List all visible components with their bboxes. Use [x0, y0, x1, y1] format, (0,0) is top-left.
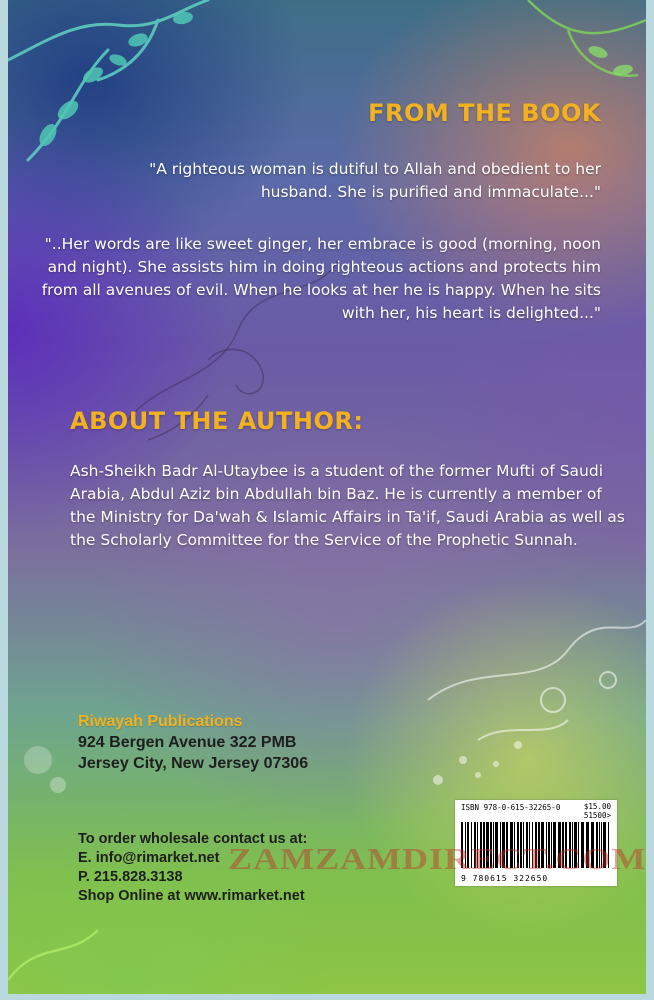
- about-the-author-heading: ABOUT THE AUTHOR:: [70, 407, 364, 435]
- isbn-label: ISBN 978-0-615-32265-0: [461, 803, 561, 812]
- order-shop-online: Shop Online at www.rimarket.net: [78, 888, 305, 904]
- from-the-book-heading: FROM THE BOOK: [368, 99, 601, 127]
- book-back-cover: [8, 0, 646, 994]
- publisher-block: [78, 711, 308, 774]
- order-email: E. info@rimarket.net: [78, 850, 220, 866]
- book-quote-1: "A righteous woman is dutiful to Allah and obedient to her husband. She is purified and immaculate...": [149, 160, 601, 201]
- top-left-vine-icon: [8, 0, 208, 160]
- bottom-left-vine-icon: [8, 930, 98, 980]
- price-code: 51500>: [583, 811, 611, 820]
- order-phone: P. 215.828.3138: [78, 869, 183, 885]
- barcode-digits: 9 780615 322650: [461, 874, 549, 883]
- watermark-text: ZAMZAMDIRECT.COM: [228, 842, 646, 876]
- book-quote-2: "..Her words are like sweet ginger, her embrace is good (morning, noon and night). She assists him in doing righteous actions and protects him from all avenues of evil. When he looks at her he is happy. When he sits with her, his heart is delighted...": [41, 235, 601, 322]
- order-heading: To order wholesale contact us at:: [78, 831, 308, 847]
- author-bio: Ash-Sheikh Badr Al-Utaybee is a student of the former Mufti of Saudi Arabia, Abdul Aziz bin Abdullah bin Baz. He is currently a member of the Ministry for Da'wah & Islamic Affairs in Ta'if, Saudi Arabia as well as the Scholarly Committee for the Service of the Prophetic Sunnah.: [70, 462, 625, 549]
- bottom-swirl-icon: [428, 620, 646, 740]
- price-label: $15.00: [583, 802, 611, 811]
- publisher-address-line-2: Jersey City, New Jersey 07306: [78, 755, 309, 772]
- publisher-address-line-1: 924 Bergen Avenue 322 PMB: [78, 734, 297, 751]
- publisher-name: Riwayah Publications: [78, 713, 243, 730]
- top-right-vine-icon: [528, 0, 646, 76]
- price-block: [584, 802, 611, 820]
